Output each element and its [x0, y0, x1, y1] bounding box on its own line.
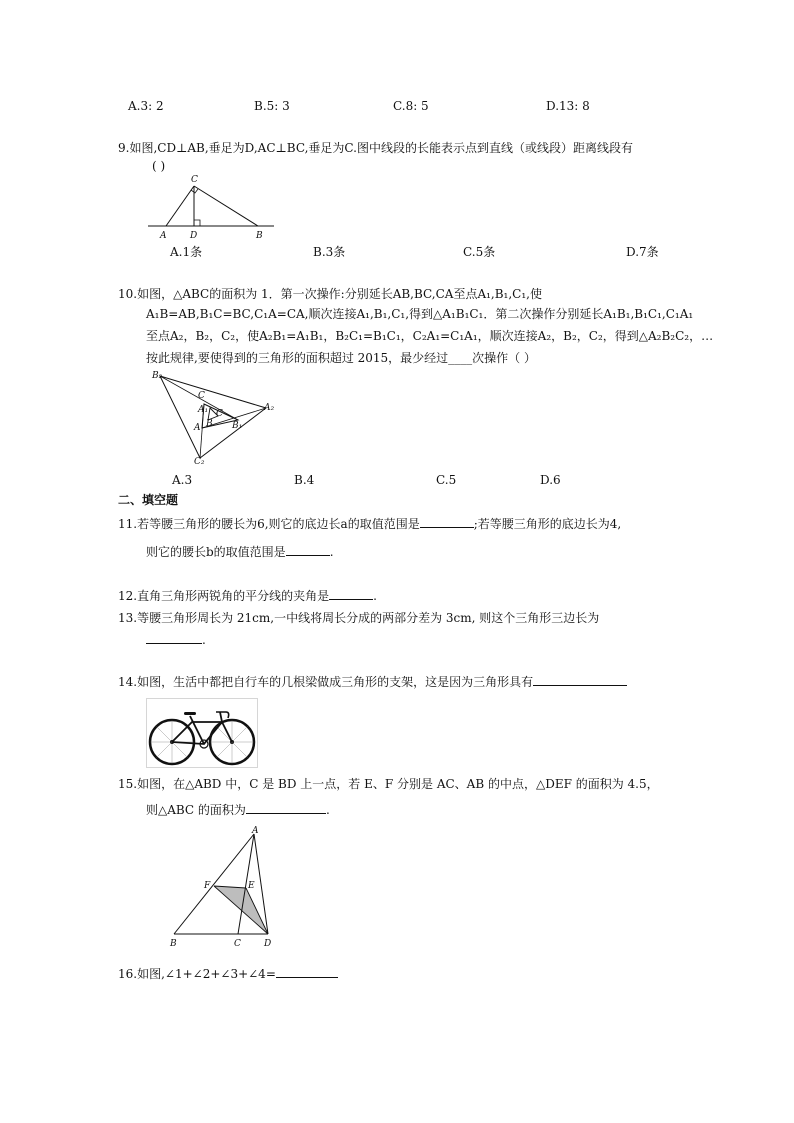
q16-line: [118, 964, 338, 982]
q9-figure: [146, 168, 276, 240]
q8-option-c: C.8: 5: [393, 99, 429, 113]
q11-text-c: 则它的腰长b的取值范围是: [146, 545, 286, 559]
q15-line1: 15.如图，在△ABD 中，C 是 BD 上一点，若 E、F 分别是 AC、AB 的中点，△DEF 的面积为 4.5，: [118, 777, 659, 791]
q15-label-f: F: [204, 881, 211, 891]
q11-line2: [146, 542, 334, 560]
q10-line1: 10.如图，△ABC的面积为 1．第一次操作:分别延长AB,BC,CA至点A₁,B₁,C₁,使: [118, 287, 542, 301]
q15-end: .: [325, 803, 330, 817]
q10-label-a2: A₂: [264, 403, 275, 413]
q8-option-b: B.5: 3: [254, 99, 290, 113]
q10-label-c: C: [216, 409, 223, 419]
q15-label-c: C: [234, 939, 241, 949]
q9-stem: 9.如图,CD⊥AB,垂足为D,AC⊥BC,垂足为C.图中线段的长能表示点到直线（或线段）距离线段有: [118, 141, 633, 155]
bicycle-saddle: [184, 712, 196, 715]
q9-segment-bc: [194, 186, 258, 226]
q10-option-c: C.5: [436, 473, 457, 487]
q16-blank[interactable]: [276, 964, 338, 978]
q15-text: 则△ABC 的面积为: [146, 803, 246, 817]
q10-option-d: D.6: [540, 473, 561, 487]
q11-blank-a[interactable]: [420, 514, 474, 528]
q9-segment-ac: [166, 186, 194, 226]
q14-blank[interactable]: [533, 672, 627, 686]
q10-label-a: A: [194, 423, 201, 433]
q16-text: 16.如图,∠1+∠2+∠3+∠4=: [118, 967, 276, 981]
q13-blank[interactable]: [146, 630, 202, 644]
q14-line: [118, 672, 627, 690]
q10-figure: [150, 366, 280, 466]
q8-option-d: D.13: 8: [546, 99, 590, 113]
q14-text: 14.如图，生活中都把自行车的几根梁做成三角形的支架，这是因为三角形具有: [118, 675, 534, 689]
q10-option-b: B.4: [294, 473, 315, 487]
q11-text-d: .: [329, 545, 334, 559]
q10-label-b2: B₂: [152, 371, 163, 381]
q13-line2: [146, 630, 206, 648]
q15-label-d: D: [264, 939, 272, 949]
q8-option-a: A.3: 2: [128, 99, 164, 113]
q10-line3: 至点A₂，B₂，C₂，使A₂B₁=A₁B₁，B₂C₁=B₁C₁，C₂A₁=C₁A₁，顺次连接A₂，B₂，C₂，得到△A₂B₂C₂，…: [146, 329, 714, 343]
bicycle-image: [146, 698, 258, 768]
q10-label-b1: B₁: [232, 421, 243, 431]
q10-line2: A₁B=AB,B₁C=BC,C₁A=CA,顺次连接A₁,B₁,C₁,得到△A₁B₁C₁．第二次操作分别延长A₁B₁,B₁C₁,C₁A₁: [146, 307, 694, 321]
q9-option-a: A.1条: [170, 245, 203, 259]
q11-line1: [118, 514, 621, 532]
q9-option-b: B.3条: [313, 245, 346, 259]
q12-text: 12.直角三角形两锐角的平分线的夹角是: [118, 589, 330, 603]
q9-label-a: A: [160, 231, 167, 240]
q13-line1: 13.等腰三角形周长为 21cm,一中线将周长分成的两部分差为 3cm, 则这个三角形三边长为: [118, 611, 600, 625]
q11-blank-b[interactable]: [286, 542, 330, 556]
q13-end: .: [202, 633, 206, 647]
section-title: 二、填空题: [118, 493, 179, 507]
q9-label-d: D: [190, 231, 198, 240]
q15-blank[interactable]: [246, 800, 326, 814]
q10-label-c1: C: [198, 391, 205, 401]
q11-text-a: 11.若等腰三角形的腰长为6,则它的底边长a的取值范围是: [118, 517, 420, 531]
q15-figure: [162, 826, 282, 950]
q9-right-angle-d: [194, 220, 200, 226]
q11-text-b: ;若等腰三角形的底边长为4,: [473, 517, 622, 531]
q10-line4: 按此规律,要使得到的三角形的面积超过 2015，最少经过____次操作（ ）: [146, 351, 536, 365]
q10-label-c2: C₂: [194, 457, 205, 466]
q10-option-a: A.3: [172, 473, 193, 487]
q9-option-d: D.7条: [626, 245, 659, 259]
q9-paren: ( ): [152, 159, 166, 173]
q15-label-a: A: [252, 826, 259, 836]
q12-line: [118, 586, 377, 604]
q12-end: .: [373, 589, 377, 603]
q15-label-e: E: [248, 881, 255, 891]
q15-label-b: B: [170, 939, 177, 949]
q10-triangle-a2b2c2: [160, 376, 266, 458]
q15-line2: [146, 800, 330, 818]
q10-label-a1: A₁: [198, 405, 209, 415]
q9-label-b: B: [256, 231, 263, 240]
q12-blank[interactable]: [329, 586, 373, 600]
q9-label-c: C: [191, 175, 198, 185]
q10-label-b: B: [206, 419, 213, 429]
q15-segment-ab: [174, 834, 254, 934]
q9-option-c: C.5条: [463, 245, 496, 259]
